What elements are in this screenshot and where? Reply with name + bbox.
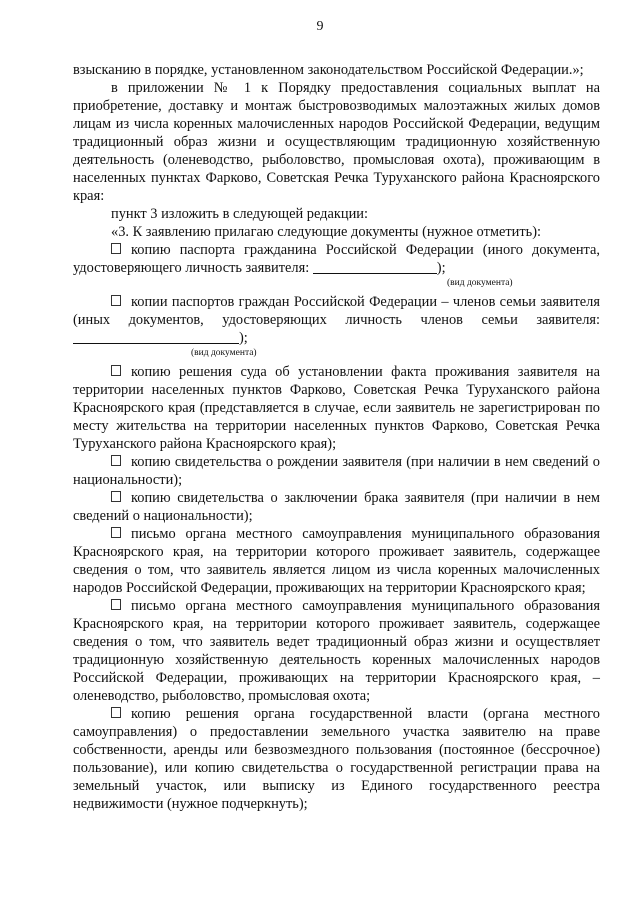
item-land-decision-text: копию решения органа государственной власти (органа местного самоуправления) о предоставлении земельного участка заявителю на праве собственности, аренды или безвозмездного пользования (постоянное (бессрочное) пользование), или копию свидетельства о государственной регистрации права на земельный участок, или выписку из Единого государственного реестра недвижимости (нужное подчеркнуть); xyxy=(73,706,600,812)
paragraph-ending: взысканию в порядке, установленном законодательством Российской Федерации.»; xyxy=(73,62,584,78)
checkbox-letter-traditional[interactable] xyxy=(111,599,121,610)
checkbox-birth-certificate[interactable] xyxy=(111,455,121,466)
item-family-passports-text: копии паспортов граждан Российской Федерации – членов семьи заявителя (иных документов, удостоверяющих личность членов семьи заявителя: xyxy=(73,294,600,328)
item-court-decision-text: копию решения суда об установлении факта проживания заявителя на территории населенных пунктов Фарково, Советская Речка Туруханского района Красноярского края (представляется в случае, если заявитель не зарегистрирован по месту жительства на территории населенных пунктов Фарково, Советская Речка Туруханского района Красноярского края); xyxy=(73,364,600,452)
paragraph-point3: пункт 3 изложить в следующей редакции: xyxy=(111,206,368,222)
item-passport-end: ); xyxy=(436,260,446,276)
checkbox-marriage-certificate[interactable] xyxy=(111,491,121,502)
item-passport-text: копию паспорта гражданина Российской Федерации (иного документа, удостоверяющего личность заявителя: xyxy=(73,242,600,276)
checkbox-passport[interactable] xyxy=(111,243,121,254)
checkbox-land-decision[interactable] xyxy=(111,707,121,718)
item-birth-certificate-text: копию свидетельства о рождении заявителя (при наличии в нем сведений о национальности); xyxy=(73,454,600,488)
paragraph-documents-intro: «3. К заявлению прилагаю следующие документы (нужное отметить): xyxy=(111,224,541,240)
passport-doc-type-field[interactable] xyxy=(313,261,437,274)
checkbox-family-passports[interactable] xyxy=(111,295,121,306)
page-number: 9 xyxy=(316,19,324,34)
item-family-passports-end: ); xyxy=(239,330,248,346)
item-land-decision xyxy=(73,705,600,813)
family-passports-caption: (вид документа) xyxy=(191,348,257,358)
paragraph-appendix: в приложении № 1 к Порядку предоставления социальных выплат на приобретение, доставку и монтаж быстровозводимых малоэтажных жилых домов лицам из числа коренных малочисленных народов Российской Федерации, ведущим традиционный образ жизни и осуществляющим традиционную хозяйственную деятельность (оленеводство, рыболовство, промысловая охота), проживающим в населенных пунктах Фарково, Советская Речка Туруханского района Красноярского края: xyxy=(73,80,600,204)
item-letter-traditional-text: письмо органа местного самоуправления муниципального образования Красноярского края, на территории которого проживает заявитель, содержащее сведения о том, что заявитель ведет традиционный образ жизни и осуществляет традиционную хозяйственную деятельность коренных малочисленных народов Российской Федерации, проживающих на территории Красноярского края, – оленеводство, рыболовство, промысловая охота; xyxy=(73,598,600,704)
family-doc-type-field[interactable] xyxy=(73,331,239,344)
item-birth-certificate xyxy=(73,453,600,489)
item-family-passports xyxy=(73,293,600,347)
checkbox-court-decision[interactable] xyxy=(111,365,121,376)
item-marriage-certificate xyxy=(73,489,600,525)
passport-caption: (вид документа) xyxy=(447,278,513,288)
item-letter-indigenous xyxy=(73,525,600,597)
item-marriage-certificate-text: копию свидетельства о заключении брака заявителя (при наличии в нем сведений о национальности); xyxy=(73,490,600,524)
checkbox-letter-indigenous[interactable] xyxy=(111,527,121,538)
item-passport xyxy=(73,241,600,277)
document-body xyxy=(73,61,600,813)
item-letter-indigenous-text: письмо органа местного самоуправления муниципального образования Красноярского края, на территории которого проживает заявитель, содержащее сведения о том, что заявитель является лицом из числа коренных малочисленных народов Российской Федерации, проживающих на территории Красноярского края; xyxy=(73,526,600,596)
item-letter-traditional xyxy=(73,597,600,705)
item-court-decision xyxy=(73,363,600,453)
